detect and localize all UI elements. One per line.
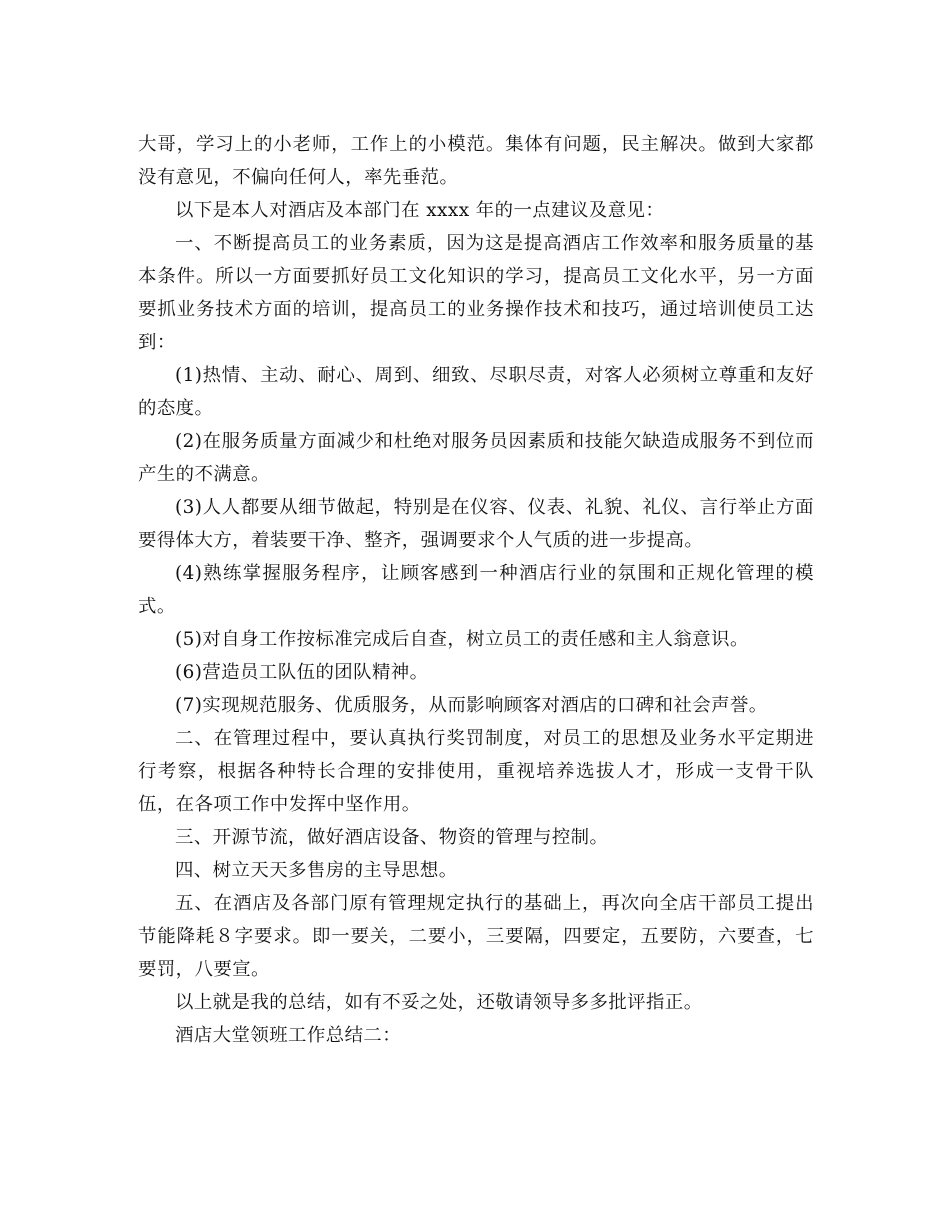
document-body: [138, 128, 814, 1052]
paragraph-suggestions-intro: 以下是本人对酒店及本部门在 xxxx 年的一点建议及意见：: [175, 200, 665, 221]
section-heading-summary-two: 酒店大堂领班工作总结二：: [175, 1025, 402, 1046]
paragraph-item-five: 五、在酒店及各部门原有管理规定执行的基础上，再次向全店干部员工提出节能降耗８字要求。即一要关，二要小，三要隔，四要定，五要防，六要查，七要罚，八要宣。: [138, 893, 814, 980]
paragraph-item-four: 四、树立天天多售房的主导思想。: [175, 860, 458, 881]
paragraph-sub-item-1: (1)热情、主动、耐心、周到、细致、尽职尽责，对客人必须树立尊重和友好的态度。: [138, 365, 814, 419]
paragraph-sub-item-4: (4)熟练掌握服务程序，让顾客感到一种酒店行业的氛围和正规化管理的模式。: [138, 563, 814, 617]
paragraph-item-two: 二、在管理过程中，要认真执行奖罚制度，对员工的思想及业务水平定期进行考察，根据各种特长合理的安排使用，重视培养选拔人才，形成一支骨干队伍，在各项工作中发挥中坚作用。: [138, 728, 814, 815]
paragraph-continuation: 大哥，学习上的小老师，工作上的小模范。集体有问题，民主解决。做到大家都没有意见，不偏向任何人，率先垂范。: [138, 134, 814, 188]
paragraph-sub-item-6: (6)营造员工队伍的团队精神。: [175, 662, 429, 683]
paragraph-sub-item-3: (3)人人都要从细节做起，特别是在仪容、仪表、礼貌、礼仪、言行举止方面要得体大方，着装要干净、整齐，强调要求个人气质的进一步提高。: [138, 497, 814, 551]
paragraph-sub-item-5: (5)对自身工作按标准完成后自查，树立员工的责任感和主人翁意识。: [175, 629, 749, 650]
paragraph-sub-item-7: (7)实现规范服务、优质服务，从而影响顾客对酒店的口碑和社会声誉。: [175, 695, 768, 716]
paragraph-item-three: 三、开源节流，做好酒店设备、物资的管理与控制。: [175, 827, 609, 848]
paragraph-item-one: 一、不断提高员工的业务素质，因为这是提高酒店工作效率和服务质量的基本条件。所以一方面要抓好员工文化知识的学习，提高员工文化水平，另一方面要抓业务技术方面的培训，提高员工的业务操作技术和技巧，通过培训使员工达到：: [138, 233, 814, 353]
paragraph-sub-item-2: (2)在服务质量方面减少和杜绝对服务员因素质和技能欠缺造成服务不到位而产生的不满意。: [138, 431, 814, 485]
paragraph-closing: 以上就是我的总结，如有不妥之处，还敬请领导多多批评指正。: [175, 992, 703, 1013]
